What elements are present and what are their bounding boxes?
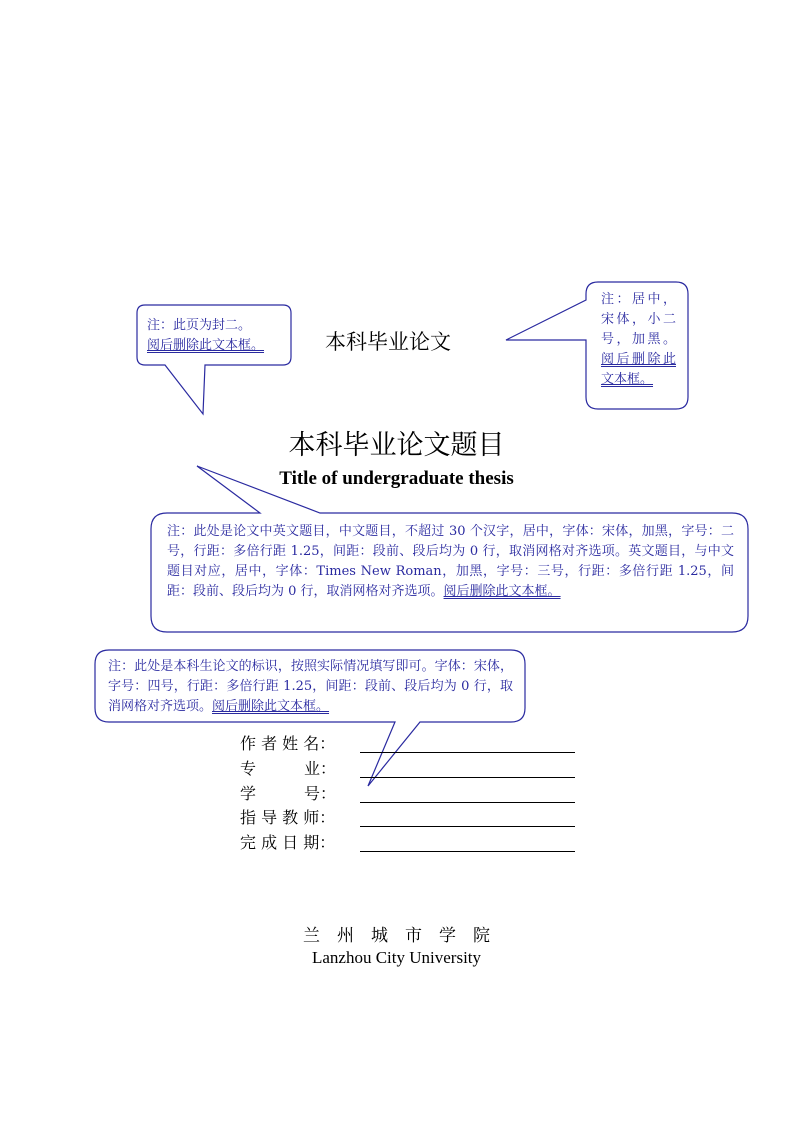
university-name-cn: 兰 州 城 市 学 院 xyxy=(303,926,490,946)
date-field[interactable] xyxy=(360,851,575,852)
author-field[interactable] xyxy=(360,752,575,753)
author-label: 作 者 姓 名： xyxy=(240,734,336,753)
header-label: 本科毕业论文 xyxy=(325,330,451,354)
major-field[interactable] xyxy=(360,777,575,778)
title-note-text: 注：此处是论文中英文题目，中文题目，不超过 30 个汉字，居中，字体：宋体，加黑，字号：二号，行距：多倍行距 1.25，间距：段前、段后均为 0 行，取消网格对齐选项。英文题目，与中文题目对应，居中，字体：Times New Roman，加黑，字号：三号，行距：多倍行距 1.25，间距：段前、段后均为 0 行，取消网格对齐选项。 xyxy=(167,524,734,599)
cover-note xyxy=(147,316,287,356)
form-note-text: 注：此处是本科生论文的标识，按照实际情况填写即可。字体：宋体，字号：四号，行距：多倍行距 1.25，间距：段前、段后均为 0 行，取消网格对齐选项。 xyxy=(108,659,513,714)
major-label: 专 业： xyxy=(240,759,337,778)
advisor-field[interactable] xyxy=(360,826,575,827)
thesis-title-cn: 本科毕业论文题目 xyxy=(288,430,505,461)
university-name-en: Lanzhou City University xyxy=(311,948,482,967)
form-note-delete-link[interactable]: 阅后删除此文本框。 xyxy=(212,699,330,714)
student-id-field[interactable] xyxy=(360,802,575,803)
header-note-delete-link[interactable]: 阅后删除此文本框。 xyxy=(601,352,676,387)
header-note-text: 注：居中，宋体，小二号，加黑。 xyxy=(601,292,676,347)
title-note xyxy=(167,522,734,602)
header-note xyxy=(601,290,676,390)
student-id-label: 学 号： xyxy=(240,784,337,803)
title-note-delete-link[interactable]: 阅后删除此文本框。 xyxy=(443,584,561,599)
date-label: 完 成 日 期： xyxy=(240,833,336,852)
advisor-label: 指 导 教 师： xyxy=(240,808,336,827)
cover-note-text: 注：此页为封二。 xyxy=(147,318,252,333)
cover-note-delete-link[interactable]: 阅后删除此文本框。 xyxy=(147,338,265,353)
thesis-title-en: Title of undergraduate thesis xyxy=(279,468,514,489)
form-note xyxy=(108,657,513,717)
